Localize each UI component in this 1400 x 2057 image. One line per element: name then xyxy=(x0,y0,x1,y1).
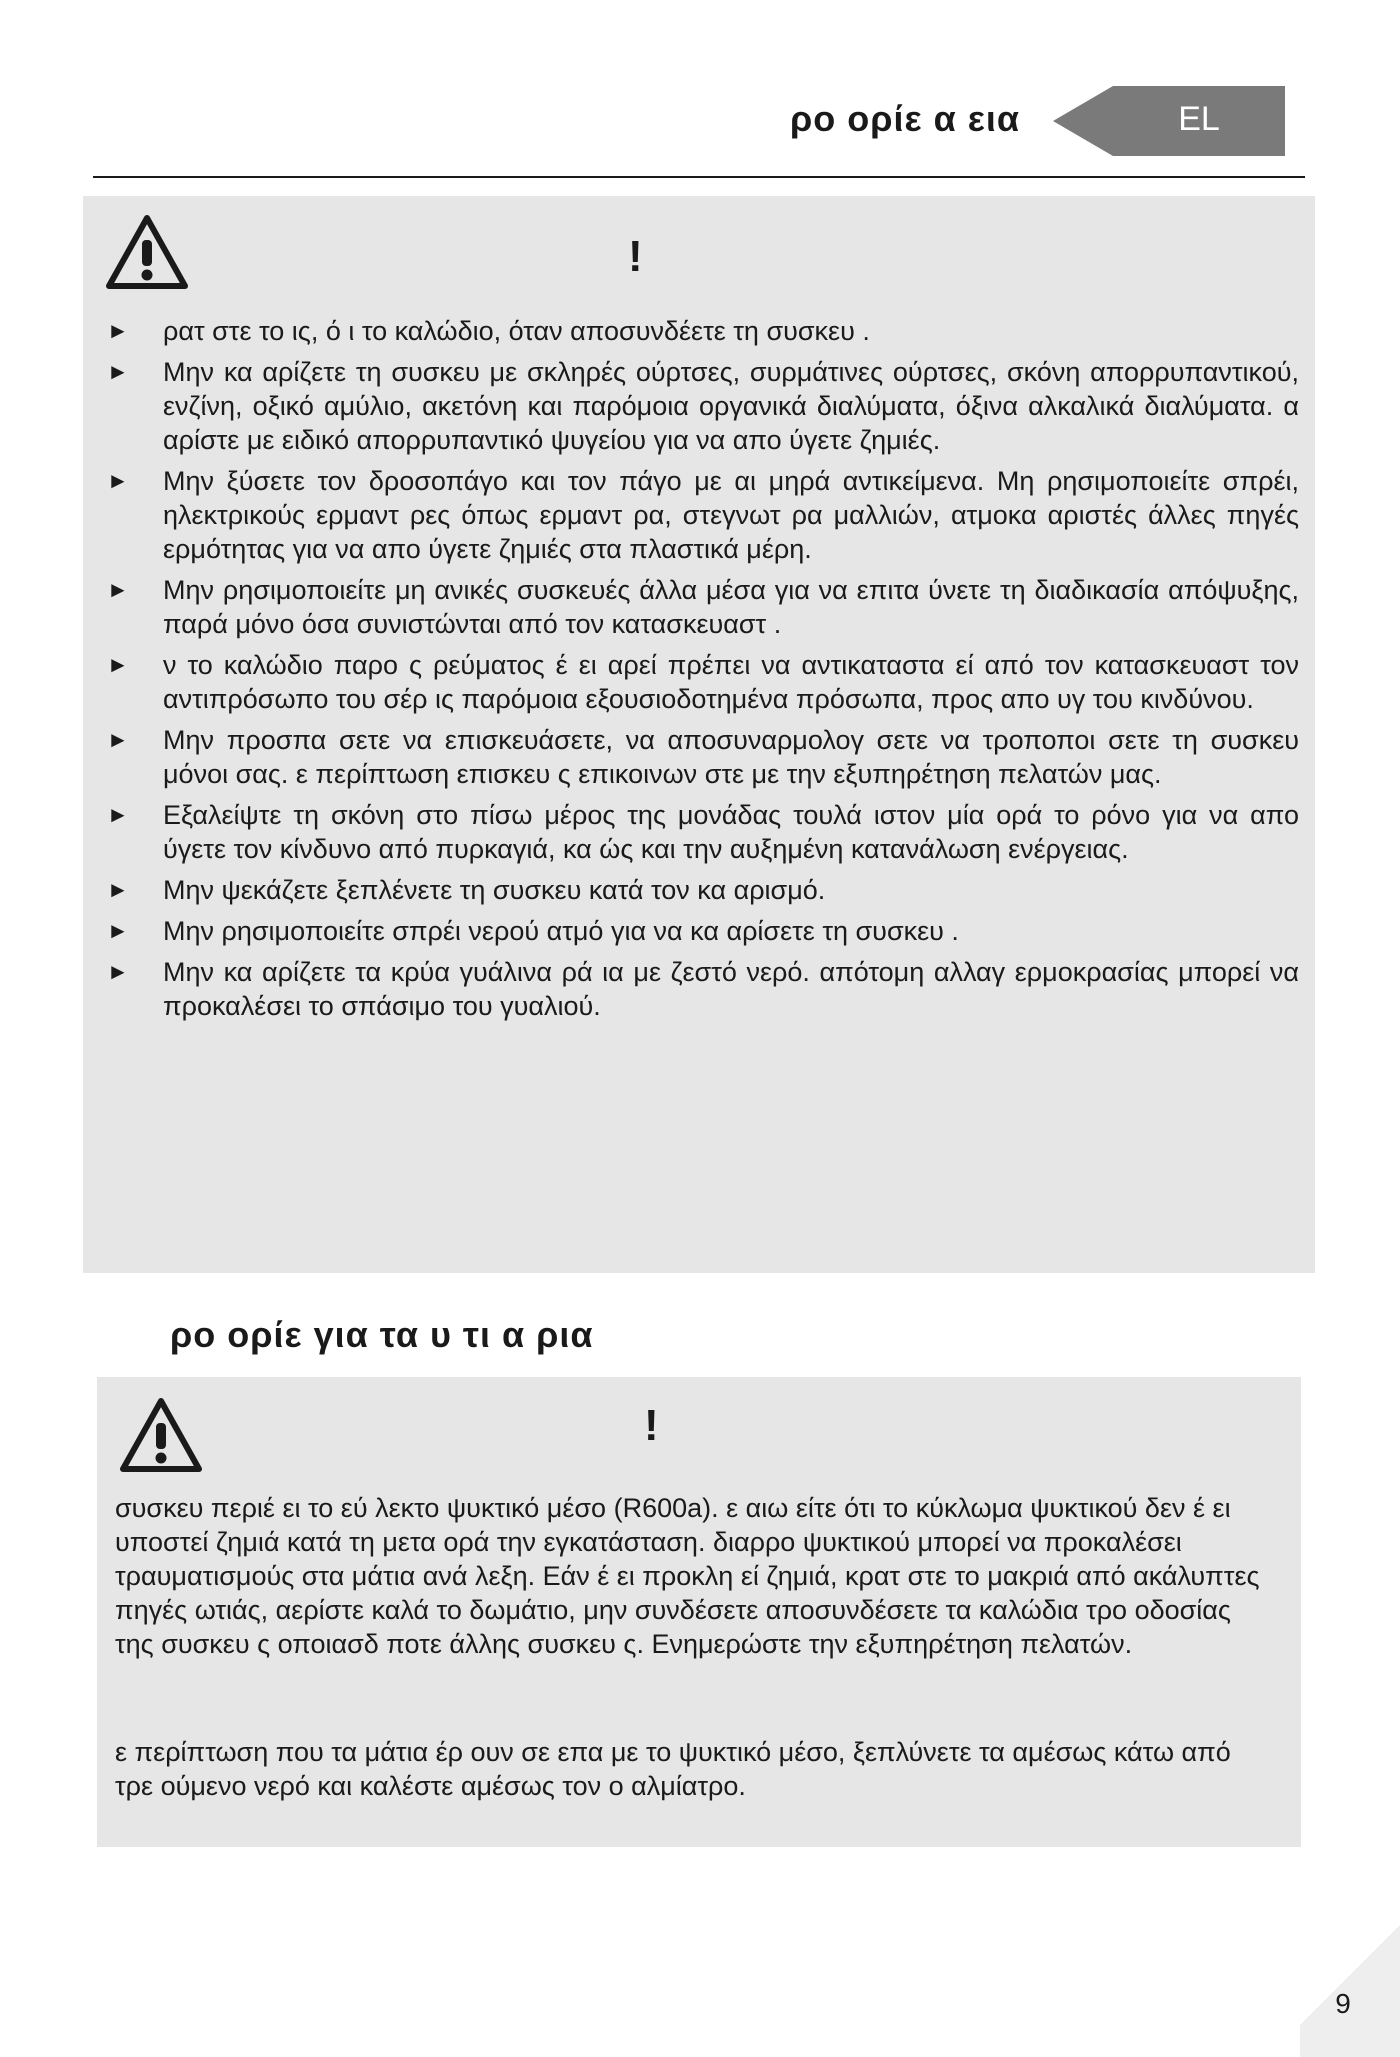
page-title: ρο ορίε α εια xyxy=(790,98,1020,139)
bullet-arrow-icon: ► xyxy=(107,877,129,902)
refrigerant-paragraph-1: συσκευ περιέ ει το εύ λεκτο ψυκτικό μέσο (R600a). ε αιω είτε ότι το κύκλωμα ψυκτικού δεν έ ει υποστεί ζημιά κατά τη μετα ορά την εγκατάσταση. διαρρο ψυκτικού μπορεί να προκαλέσει τραυματισμούς στα μάτια ανά λεξη. Εάν έ ει προκλη εί ζημιά, κρατ στε το μακριά από ακάλυπτες πηγές ωτιάς, αερίστε καλά το δωμάτιο, μην συνδέσετε αποσυνδέσετε τα καλώδια τρο οδοσίας της συσκευ ς οποιασδ ποτε άλλης συσκευ ς. Ενημερώστε την εξυπηρέτηση πελατών. xyxy=(115,1493,1260,1659)
list-item: ► Μην ξύσετε τον δροσοπάγο και τον πάγο με αι μηρά αντικείμενα. Μη ρησιμοποιείτε σπρέι, ηλεκτρικούς ερμαντ ρες όπως ερμαντ ρα, στεγνωτ ρα μαλλιών, ατμοκα αριστές άλλες πηγές ερμότητας για να απο ύγετε ζημιές στα πλαστικά μέρη. xyxy=(107,466,1299,564)
section-heading-refrigerant: ρο ορίε για τα υ τι α ρια xyxy=(170,1314,594,1355)
warning-triangle-icon xyxy=(103,212,191,292)
list-item: ► Μην προσπα σετε να επισκευάσετε, να αποσυναρμολογ σετε να τροποποι σετε τη συσκευ μόνοι σας. ε περίπτωση επισκευ ς επικοινων στε με την εξυπηρέτηση πελατών μας. xyxy=(107,725,1299,789)
warning-exclamation: ! xyxy=(644,1401,659,1450)
header-divider xyxy=(93,176,1305,178)
bullet-arrow-icon: ► xyxy=(107,959,129,984)
warning-list xyxy=(99,314,1299,1030)
bullet-arrow-icon: ► xyxy=(107,802,129,827)
list-item: ► Μην ψεκάζετε ξεπλένετε τη συσκευ κατά τον κα αρισμό. xyxy=(107,875,826,905)
refrigerant-paragraph-2: ε περίπτωση που τα μάτια έρ ουν σε επα με το ψυκτικό μέσο, ξεπλύνετε τα αμέσως κάτω από τρε ούμενο νερό και καλέστε αμέσως τον ο αλμίατρο. xyxy=(115,1737,1231,1801)
list-item: ► ν το καλώδιο παρο ς ρεύματος έ ει αρεί πρέπει να αντικαταστα εί από τον κατασκευαστ τον αντιπρόσωπο του σέρ ις παρόμοια εξουσιοδοτημένα πρόσωπα, προς απο υγ του κινδύνου. xyxy=(107,650,1299,714)
list-item: ► ρατ στε το ις, ό ι το καλώδιο, όταν αποσυνδέετε τη συσκευ . xyxy=(107,316,870,346)
warning-box-refrigerant xyxy=(97,1377,1301,1847)
bullet-arrow-icon: ► xyxy=(107,727,129,752)
warning-triangle-icon xyxy=(117,1395,205,1475)
bullet-arrow-icon: ► xyxy=(107,359,129,384)
warning-box-cleaning xyxy=(83,196,1315,1273)
bullet-arrow-icon: ► xyxy=(107,468,129,493)
list-item: ► Μην ρησιμοποιείτε σπρέι νερού ατμό για να κα αρίσετε τη συσκευ . xyxy=(107,916,959,946)
list-item: ► Μην κα αρίζετε τα κρύα γυάλινα ρά ια με ζεστό νερό. απότομη αλλαγ ερμοκρασίας μπορεί να προκαλέσει το σπάσιμο του γυαλιού. xyxy=(107,957,1299,1021)
page-number: 9 xyxy=(1335,1988,1351,2019)
warning-exclamation: ! xyxy=(628,232,643,281)
bullet-arrow-icon: ► xyxy=(107,652,129,677)
list-item: ► Μην ρησιμοποιείτε μη ανικές συσκευές άλλα μέσα για να επιτα ύνετε τη διαδικασία απόψυξης, παρά μόνο όσα συνιστώνται από τον κατασκευαστ . xyxy=(107,575,1299,639)
language-code: EL xyxy=(1178,100,1220,138)
language-tab xyxy=(1053,86,1285,156)
list-item: ► Μην κα αρίζετε τη συσκευ με σκληρές ούρτσες, συρμάτινες ούρτσες, σκόνη απορρυπαντικού, ενζίνη, οξικό αμύλιο, ακετόνη και παρόμοια οργανικά διαλύματα, όξινα αλκαλικά διαλύματα. α αρίστε με ειδικό απορρυπαντικό ψυγείου για να απο ύγετε ζημιές. xyxy=(107,357,1299,455)
bullet-arrow-icon: ► xyxy=(107,577,129,602)
bullet-arrow-icon: ► xyxy=(107,318,129,343)
list-item: ► Εξαλείψτε τη σκόνη στο πίσω μέρος της μονάδας τουλά ιστον μία ορά το ρόνο για να απο ύγετε τον κίνδυνο από πυρκαγιά, κα ώς και την αυξημένη κατανάλωση ενέργειας. xyxy=(107,800,1299,864)
bullet-arrow-icon: ► xyxy=(107,918,129,943)
